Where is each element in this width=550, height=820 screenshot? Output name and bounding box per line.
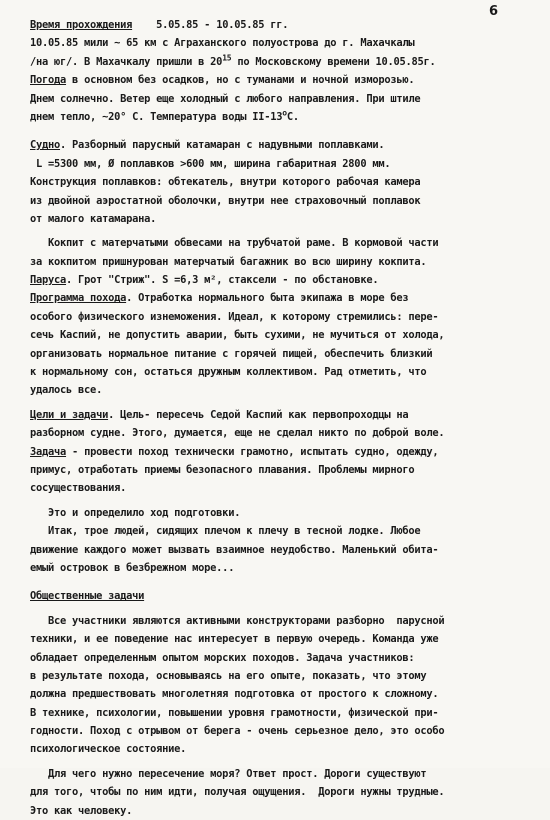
line-text: за кокпитом пришнурован матерчатый багажник во всю ширину кокпита.: [30, 255, 427, 268]
text-line: [30, 722, 535, 740]
line-text: емый островок в безбрежном море...: [30, 561, 235, 574]
line-text: Кокпит с матерчатыми обвесами на трубчатой раме. В кормовой части: [30, 237, 439, 250]
line-text: должна предшествовать многолетняя подготовка от простого к сложному.: [30, 688, 439, 701]
line-text: сосуществования.: [30, 482, 127, 495]
line-text: психологическое состояние.: [30, 743, 187, 756]
line-text: . Отработка нормального быта экипажа в море без: [126, 292, 409, 305]
line-text-tail: С.: [286, 110, 299, 123]
superscript: о: [282, 108, 287, 118]
text-line: [30, 308, 535, 326]
text-line: [30, 406, 535, 424]
line-text: - провести поход технически грамотно, испытать судно, одежду,: [66, 445, 439, 458]
superscript: 15: [222, 53, 232, 63]
text-line: [30, 210, 535, 228]
text-line: [30, 363, 535, 381]
text-line: [30, 381, 535, 399]
text-line: [30, 704, 535, 722]
text-line: [30, 443, 535, 461]
text-line: [30, 740, 535, 758]
paragraph-p5: [30, 504, 535, 578]
line-text: L =5300 мм, Ø поплавков >600 мм, ширина габаритная 2800 мм.: [30, 157, 391, 170]
line-text: Это как человеку.: [30, 804, 133, 817]
line-text: от малого катамарана.: [30, 212, 157, 225]
line-text: 5.05.85 - 10.05.85 гг.: [132, 19, 289, 31]
text-line: [30, 136, 535, 154]
line-text: Это и определило ход подготовки.: [30, 506, 241, 519]
text-line: [30, 783, 535, 801]
text-line: [30, 541, 535, 559]
text-line: [30, 90, 535, 108]
line-text: организовать нормальное питание с горячей пищей, обеспечить близкий: [30, 347, 433, 360]
line-text: днем тепло, ~20° С. Температура воды II-13: [30, 110, 283, 123]
line-text: Итак, трое людей, сидящих плечом к плечу в тесной лодке. Любое: [30, 525, 421, 538]
section-heading: Общественные задачи: [30, 590, 145, 603]
line-text: примус, отработать приемы безопасного плавания. Проблемы мирного: [30, 463, 415, 476]
line-text: Для чего нужно пересечение моря? Ответ прост. Дороги существуют: [30, 767, 427, 780]
text-line: [30, 71, 535, 89]
text-line: [30, 155, 535, 173]
line-text: удалось все.: [30, 384, 103, 397]
text-line: [30, 424, 535, 442]
paragraph-p3: [30, 234, 535, 400]
text-line: [30, 559, 535, 577]
paragraph-p7: [30, 612, 535, 759]
text-line: [30, 326, 535, 344]
paragraph-gap: [30, 126, 535, 136]
line-text: Все участники являются активными конструкторами разборно парусной: [30, 614, 445, 627]
text-line: [30, 667, 535, 685]
line-text: /на юг/. В Махачкалу пришли в 20: [30, 55, 223, 68]
text-line: [30, 587, 535, 605]
line-text: разборном судне. Этого, думается, еще не сделал никто по доброй воле.: [30, 427, 445, 440]
line-text: годности. Поход с отрывом от берега - очень серьезное дело, это особо: [30, 725, 445, 738]
text-line: [30, 612, 535, 630]
line-text: движение каждого может вызвать взаимное неудобство. Маленький обита-: [30, 543, 439, 556]
section-heading: Программа похода: [30, 292, 127, 305]
section-heading: Задача: [30, 445, 67, 458]
paragraph-p6: [30, 587, 535, 605]
text-line: [30, 53, 535, 71]
paragraph-p8: [30, 765, 535, 820]
text-line: [30, 630, 535, 648]
line-text: сечь Каспий, не допустить аварии, быть сухими, не мучиться от холода,: [30, 329, 445, 342]
text-line: [30, 173, 535, 191]
text-line: [30, 522, 535, 540]
text-line: [30, 289, 535, 307]
document-body: [30, 16, 535, 820]
section-heading: Погода: [30, 74, 67, 87]
line-text-tail: по Московскому времени 10.05.85г.: [231, 55, 436, 68]
section-heading: Время прохождения: [30, 19, 133, 31]
text-line: [30, 649, 535, 667]
text-line: [30, 192, 535, 210]
line-text: Днем солнечно. Ветер еще холодный с любого направления. При штиле: [30, 92, 421, 105]
text-line: [30, 108, 535, 126]
page-number: 6: [488, 4, 498, 19]
text-line: [30, 345, 535, 363]
line-text: особого физического изнеможения. Идеал, к которому стремились: пере-: [30, 310, 439, 323]
text-line: [30, 234, 535, 252]
text-line: [30, 461, 535, 479]
line-text: . Цель- пересечь Седой Каспий как первопроходцы на: [108, 408, 409, 421]
paragraph-p2: [30, 136, 535, 228]
text-line: [30, 479, 535, 497]
paragraph-p1: [30, 16, 535, 126]
text-line: [30, 253, 535, 271]
text-line: [30, 802, 535, 820]
line-text: техники, и ее поведение нас интересует в первую очередь. Команда уже: [30, 633, 439, 646]
line-text: . Разборный парусный катамаран с надувными поплавками.: [60, 139, 385, 152]
paragraph-p4: [30, 406, 535, 498]
line-text: 10.05.85 мили ~ 65 км с Аграханского полуострова до г. Махачкалы: [30, 37, 415, 50]
line-text: из двойной аэростатной оболочки, внутри нее страховочный поплавок: [30, 194, 421, 207]
text-line: [30, 16, 535, 34]
line-text: обладает определенным опытом морских походов. Задача участников:: [30, 651, 415, 664]
line-text: в результате похода, основываясь на его опыте, показать, что этому: [30, 669, 427, 682]
line-text: . Грот "Стриж". S =6,3 м², стаксели - по обстановке.: [66, 274, 379, 287]
text-line: [30, 34, 535, 52]
section-heading: Паруса: [30, 274, 67, 287]
text-line: [30, 685, 535, 703]
section-heading: Судно: [30, 139, 61, 152]
text-line: [30, 504, 535, 522]
line-text: к нормальному сон, остаться дружным коллективом. Рад отметить, что: [30, 366, 427, 379]
line-text: В технике, психологии, повышении уровня грамотности, физической при-: [30, 706, 439, 719]
section-heading: Цели и задачи: [30, 408, 109, 421]
line-text: в основном без осадков, но с туманами и ночной изморозью.: [66, 74, 415, 87]
line-text: Конструкция поплавков: обтекатель, внутри которого рабочая камера: [30, 176, 421, 189]
text-line: [30, 271, 535, 289]
line-text: для того, чтобы по ним идти, получая ощущения. Дороги нужны трудные.: [30, 786, 445, 799]
paragraph-gap: [30, 577, 535, 587]
